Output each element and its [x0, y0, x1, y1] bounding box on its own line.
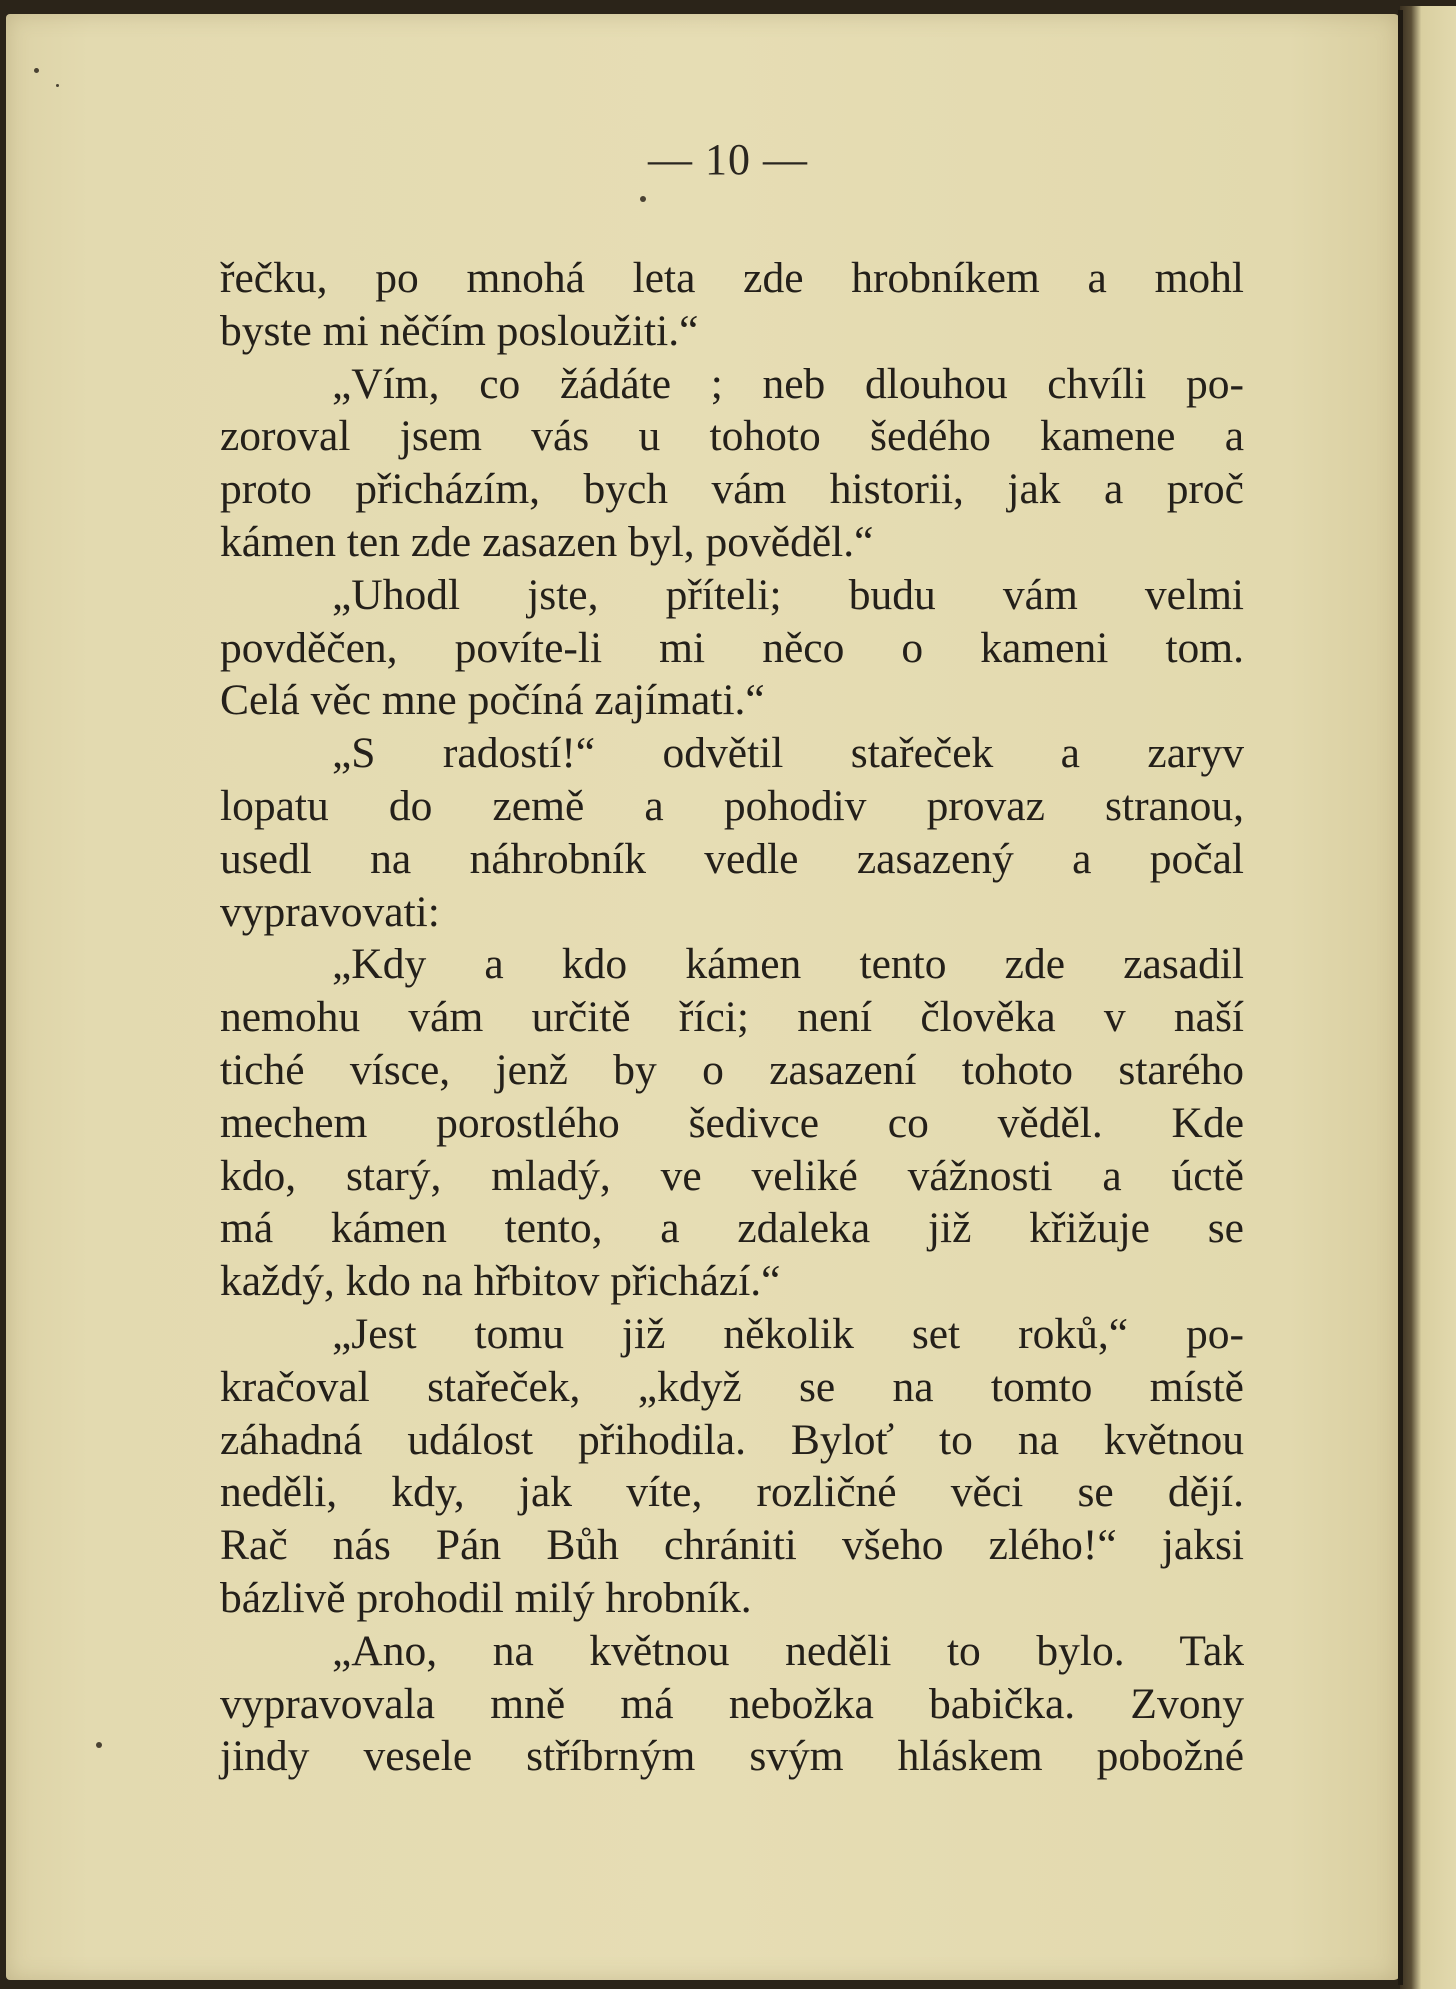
text-line: jindy vesele stříbrným svým hláskem pobožné — [220, 1732, 1244, 1781]
text-line: záhadná událost přihodila. Byloť to na květnou — [220, 1415, 1244, 1464]
text-line: usedl na náhrobník vedle zasazený a počal — [220, 834, 1244, 883]
page-number: — 10 — — [648, 135, 808, 184]
text-line: kračoval stařeček, „když se na tomto místě — [220, 1362, 1244, 1411]
text-line: zoroval jsem vás u tohoto šedého kamene a — [220, 412, 1244, 461]
text-line: neděli, kdy, jak víte, rozličné věci se dějí. — [220, 1468, 1244, 1517]
text-line: každý, kdo na hřbitov přichází.“ — [220, 1257, 781, 1306]
scan-speck — [56, 84, 59, 87]
text-line: má kámen tento, a zdaleka již křižuje se — [220, 1204, 1244, 1253]
text-line: „Jest tomu již několik set roků,“ po- — [332, 1309, 1244, 1358]
scan-speck — [34, 68, 39, 73]
text-line: „Vím, co žádáte ; neb dlouhou chvíli po- — [332, 359, 1244, 408]
adjacent-page-edge — [1400, 6, 1456, 1989]
text-line: řečku, po mnohá leta zde hrobníkem a mohl — [220, 254, 1244, 302]
text-line: povděčen, povíte-li mi něco o kameni tom. — [220, 623, 1244, 672]
text-line: nemohu vám určitě říci; není člověka v naší — [220, 993, 1244, 1042]
text-line: „S radostí!“ odvětil stařeček a zaryv — [332, 729, 1244, 778]
scan-speck — [96, 1742, 102, 1748]
text-line: „Kdy a kdo kámen tento zde zasadil — [332, 940, 1244, 989]
text-line: mechem porostlého šedivce co věděl. Kde — [220, 1098, 1244, 1147]
text-line: lopatu do země a pohodiv provaz stranou, — [220, 781, 1244, 830]
text-line: „Uhodl jste, příteli; budu vám velmi — [332, 570, 1244, 619]
scan-speck — [640, 196, 646, 202]
body-text — [220, 252, 1244, 1783]
text-line: proto přicházím, bych vám historii, jak a proč — [220, 465, 1244, 514]
page-binding-shadow — [1398, 10, 1403, 1985]
text-line: vypravovati: — [220, 887, 440, 936]
text-line: „Ano, na květnou neděli to bylo. Tak — [332, 1626, 1244, 1675]
text-line: byste mi něčím posloužiti.“ — [220, 306, 699, 355]
text-line: kdo, starý, mladý, ve veliké vážnosti a úctě — [220, 1151, 1244, 1200]
text-line: bázlivě prohodil milý hrobník. — [220, 1573, 752, 1622]
text-line: tiché vísce, jenž by o zasazení tohoto starého — [220, 1045, 1244, 1094]
text-line: kámen ten zde zasazen byl, pověděl.“ — [220, 517, 874, 566]
text-line: Rač nás Pán Bůh chrániti všeho zlého!“ jaksi — [220, 1521, 1244, 1570]
text-line: Celá věc mne počíná zajímati.“ — [220, 676, 765, 725]
text-line: vypravovala mně má nebožka babička. Zvony — [220, 1679, 1244, 1728]
